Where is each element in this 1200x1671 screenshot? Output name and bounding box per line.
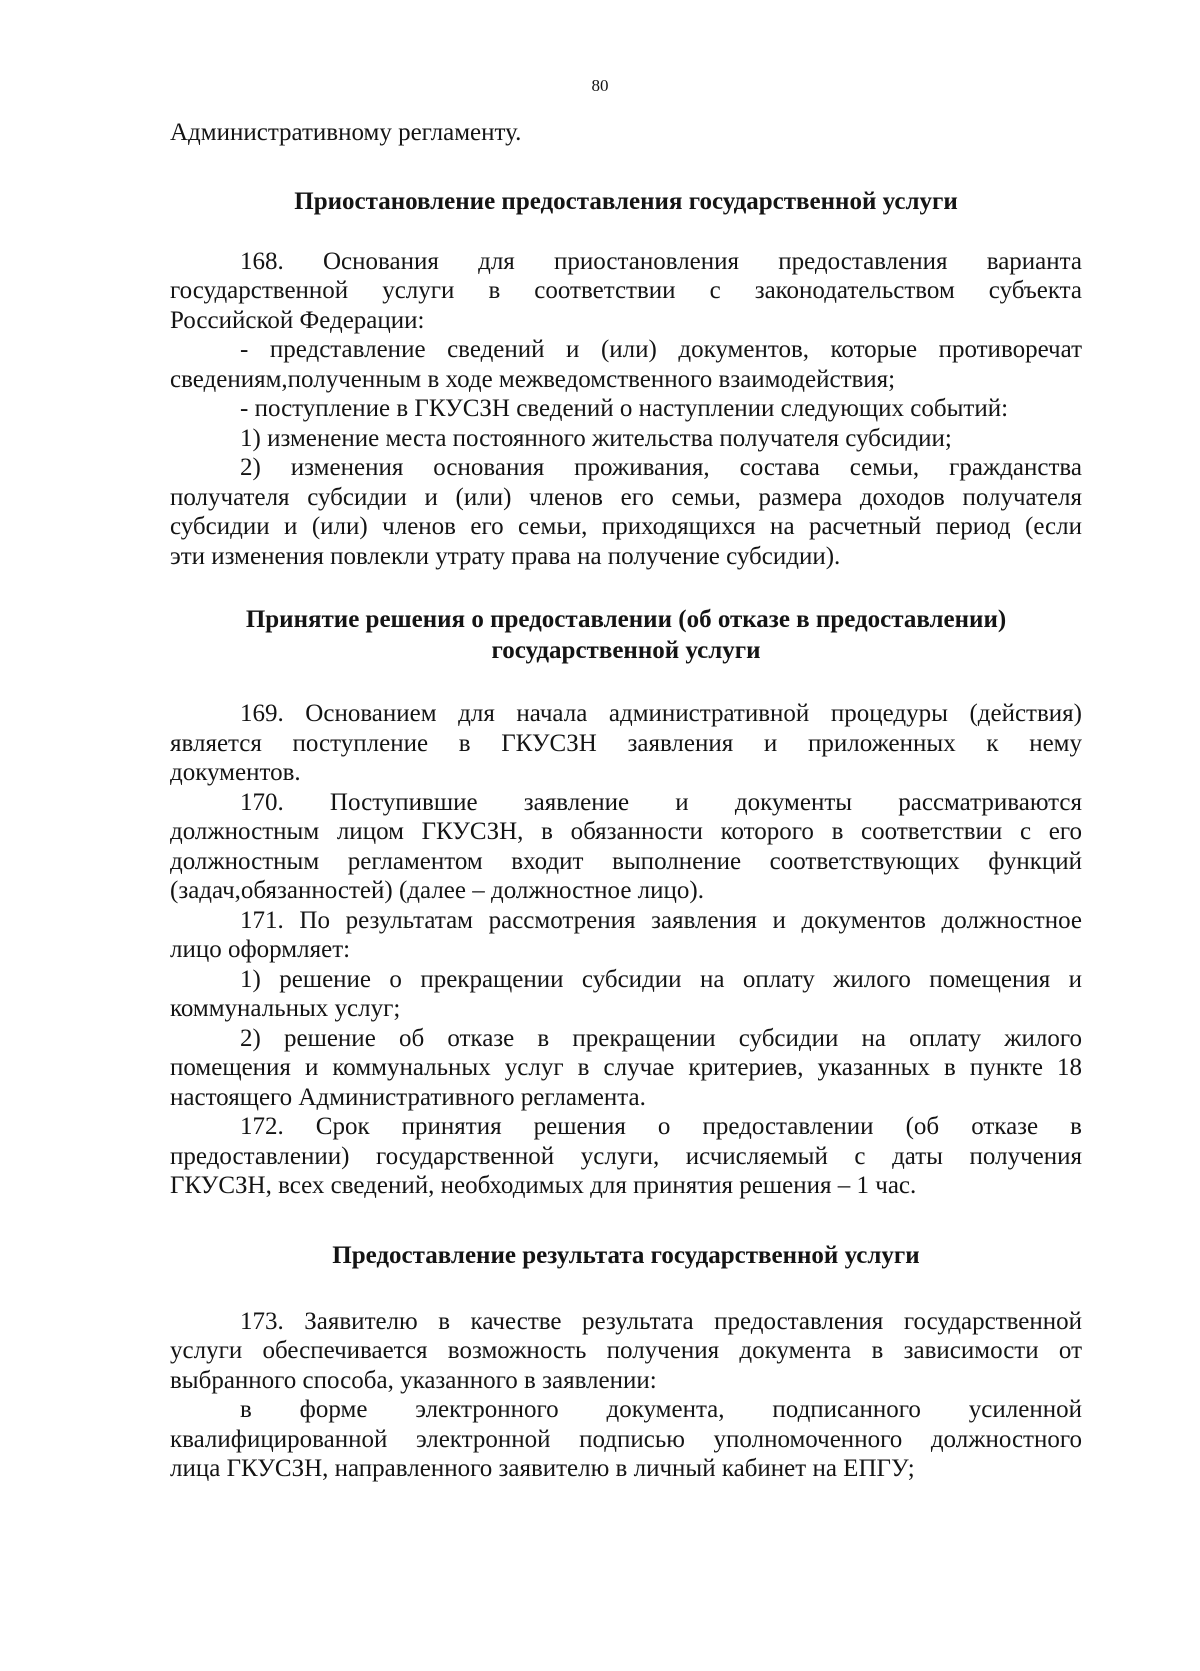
text-line: 2) решение об отказе в прекращении субсидии на оплату жилого bbox=[240, 1024, 1082, 1052]
text-line: 2) изменения основания проживания, состава семьи, гражданства bbox=[240, 454, 1082, 481]
paragraph-170 bbox=[170, 788, 1082, 906]
decision-item-2 bbox=[170, 1024, 1082, 1113]
text-line: 169. Основанием для начала административной процедуры (действия) bbox=[240, 700, 1082, 727]
text-line: 170. Поступившие заявление и документы рассматриваются bbox=[240, 788, 1082, 816]
paragraph-168 bbox=[170, 247, 1082, 336]
heading-line: государственной услуги bbox=[491, 637, 761, 664]
text-line: эти изменения повлекли утрату права на получение субсидии). bbox=[170, 542, 841, 570]
paragraph-172 bbox=[170, 1112, 1082, 1201]
paragraph-173 bbox=[170, 1307, 1082, 1396]
page-number: 80 bbox=[591, 76, 609, 95]
text-line: (задач,обязанностей) (далее – должностное лицо). bbox=[170, 877, 704, 904]
section-heading-suspension: Приостановление предоставления государственной услуги bbox=[294, 187, 958, 215]
section-heading-decision bbox=[170, 604, 1082, 666]
text-line: ГКУСЗН, всех сведений, необходимых для принятия решения – 1 час. bbox=[170, 1172, 917, 1199]
text-line: предоставлении) государственной услуги, исчисляемый с даты получения bbox=[170, 1142, 1082, 1170]
result-form-electronic bbox=[170, 1395, 1082, 1484]
heading-line: Принятие решения о предоставлении (об отказе в предоставлении) bbox=[245, 606, 1007, 633]
text-line: 172. Срок принятия решения о предоставлении (об отказе в bbox=[240, 1113, 1082, 1140]
text-line: услуги обеспечивается возможность получения документа в зависимости от bbox=[170, 1337, 1082, 1364]
event-item-2 bbox=[170, 453, 1082, 571]
text-line: квалифицированной электронной подписью уполномоченного должностного bbox=[170, 1425, 1082, 1453]
text-line: 171. По результатам рассмотрения заявления и документов должностное bbox=[240, 906, 1082, 934]
text-line: 168. Основания для приостановления предоставления варианта bbox=[240, 247, 1082, 275]
text-line: должностным лицом ГКУСЗН, в обязанности которого в соответствии с его bbox=[170, 818, 1082, 845]
text-line: Российской Федерации: bbox=[170, 306, 425, 334]
text-line: - представление сведений и (или) документов, которые противоречат bbox=[240, 336, 1082, 363]
text-line: 1) решение о прекращении субсидии на оплату жилого помещения и bbox=[240, 965, 1082, 993]
text-line: сведениям,полученным в ходе межведомственного взаимодействия; bbox=[170, 365, 896, 393]
text-line: коммунальных услуг; bbox=[170, 995, 401, 1022]
event-item-1: 1) изменение места постоянного жительства получателя субсидии; bbox=[240, 424, 952, 452]
text-line: субсидии и (или) членов его семьи, приходящихся на расчетный период (если bbox=[170, 513, 1082, 540]
bullet-events: - поступление в ГКУСЗН сведений о наступлении следующих событий: bbox=[240, 395, 1009, 422]
text-line: документов. bbox=[170, 759, 301, 786]
text-line: должностным регламентом входит выполнение соответствующих функций bbox=[170, 847, 1082, 875]
intro-line: Административному регламенту. bbox=[170, 119, 522, 146]
text-line: выбранного способа, указанного в заявлении: bbox=[170, 1366, 657, 1394]
document-body bbox=[170, 118, 1082, 1484]
text-line: лица ГКУСЗН, направленного заявителю в личный кабинет на ЕПГУ; bbox=[170, 1455, 915, 1482]
text-line: получателя субсидии и (или) членов его семьи, размера доходов получателя bbox=[170, 483, 1082, 511]
section-heading-result: Предоставление результата государственной услуги bbox=[332, 1241, 920, 1269]
paragraph-169 bbox=[170, 699, 1082, 788]
paragraph-171 bbox=[170, 906, 1082, 965]
decision-item-1 bbox=[170, 965, 1082, 1024]
text-line: настоящего Административного регламента. bbox=[170, 1083, 646, 1111]
text-line: является поступление в ГКУСЗН заявления и приложенных к нему bbox=[170, 729, 1082, 757]
text-line: 173. Заявителю в качестве результата предоставления государственной bbox=[240, 1307, 1082, 1335]
text-line: лицо оформляет: bbox=[170, 936, 351, 963]
text-line: в форме электронного документа, подписанного усиленной bbox=[240, 1396, 1082, 1423]
bullet-conflicting-info bbox=[170, 335, 1082, 394]
text-line: помещения и коммунальных услуг в случае критериев, указанных в пункте 18 bbox=[170, 1054, 1082, 1081]
text-line: государственной услуги в соответствии с законодательством субъекта bbox=[170, 277, 1082, 304]
